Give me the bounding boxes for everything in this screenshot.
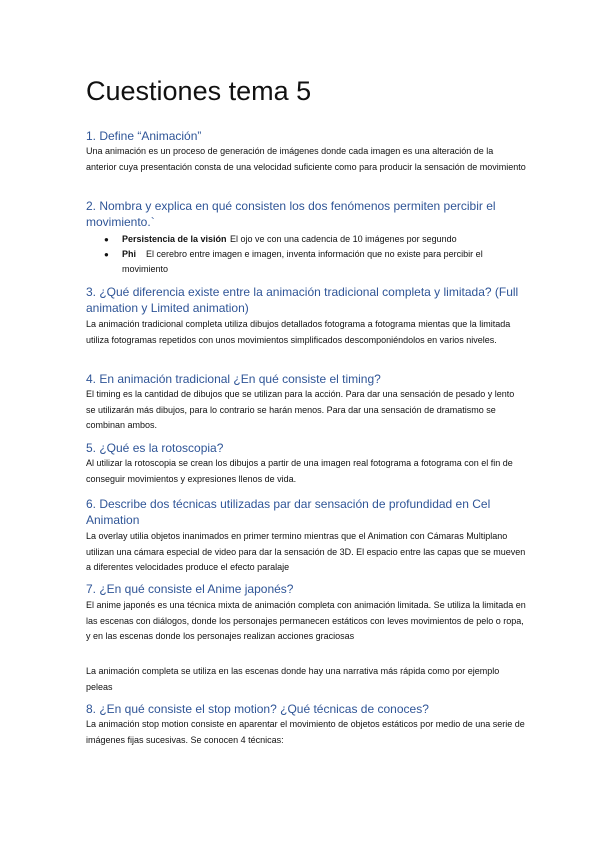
question-heading: 3. ¿Qué diferencia existe entre la animación tradicional completa y limitada? (Full animation y Limited animation) [86,285,519,315]
answer-paragraph: Una animación es un proceso de generación de imágenes donde cada imagen es una alteración de la anterior cuya presentación consta de una velocidad suficiente como para producir la sensación de movimiento [86,146,526,172]
answer-paragraph: La overlay utilia objetos inanimados en primer termino mientras que el Animation con Cámaras Multiplano utilizan una cámara especial de video para dar la sensación de 3D. El espacio entre las capas que se mueven a diferentes velocidades produce el efecto paralaje [86,531,526,572]
bullet-dot-icon: ● [104,250,109,259]
bullet-item [104,232,524,247]
bullet-description: El cerebro entre imagen e imagen, inventa información que no existe para percibir el movimiento [122,249,483,274]
question-heading: 7. ¿En qué consiste el Anime japonés? [86,582,294,596]
answer-paragraph: El timing es la cantidad de dibujos que se utilizan para la acción. Para dar una sensación de pesado y lento se utilizarán más dibujos, para lo contrario se harán menos. Para dar una sensación de dramatismo se combinan ambos. [86,389,515,430]
bullet-term: Phi [122,249,137,259]
question-heading: 6. Describe dos técnicas utilizadas par dar sensación de profundidad en Cel Animation [86,497,491,527]
bullet-item [104,247,524,277]
question-heading: 1. Define “Animación” [86,129,202,143]
answer-paragraph: El anime japonés es una técnica mixta de animación completa con animación limitada. Se utiliza la limitada en las escenas con diálogos, donde los personajes permanecen estáticos con leves movimientos de pelo o ropa, y en las escenas donde los personajes realizan acciones graciosas [86,600,526,641]
question-heading: 8. ¿En qué consiste el stop motion? ¿Qué técnicas de conoces? [86,702,429,716]
answer-paragraph: La animación stop motion consiste en aparentar el movimiento de objetos estáticos por medio de una serie de imágenes fijas sucesivas. Se conocen 4 técnicas: [86,719,525,745]
bullet-description: El ojo ve con una cadencia de 10 imágenes por segundo [230,234,457,244]
answer-paragraph: La animación completa se utiliza en las escenas donde hay una narrativa más rápida como por ejemplo peleas [86,666,500,692]
bullet-dot-icon: ● [104,235,109,244]
answer-paragraph: La animación tradicional completa utiliza dibujos detallados fotograma a fotograma mientas que la limitada utiliza fotogramas repetidos con unos movimientos simplificados descomponiéndolos en varios niveles. [86,319,511,345]
question-heading: 2. Nombra y explica en qué consisten los dos fenómenos permiten percibir el movimiento.` [86,199,496,229]
answer-paragraph: Al utilizar la rotoscopia se crean los dibujos a partir de una imagen real fotograma a fotograma con el fin de conseguir movimientos y expresiones llenos de vida. [86,458,513,484]
page-title: Cuestiones tema 5 [86,76,312,106]
bullet-term: Persistencia de la visión [122,234,227,244]
question-heading: 5. ¿Qué es la rotoscopia? [86,441,224,455]
question-heading: 4. En animación tradicional ¿En qué consiste el timing? [86,372,381,386]
